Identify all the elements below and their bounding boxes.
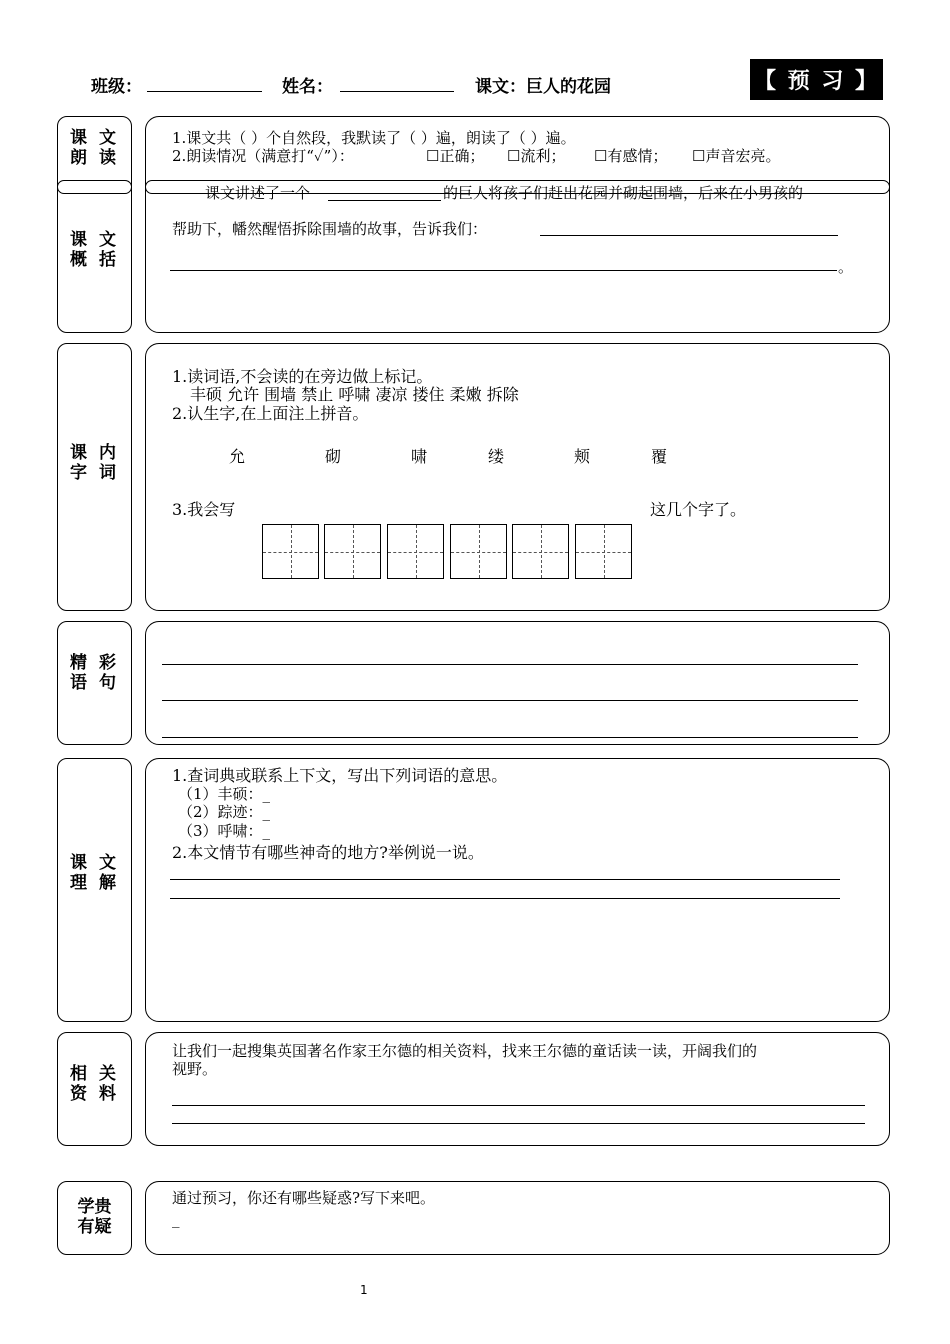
section-label-read: 课 文 朗 读 — [70, 128, 119, 168]
sentence-line[interactable] — [162, 700, 858, 701]
page-number: 1 — [360, 1283, 368, 1297]
words-item3: 3.我会写 — [172, 500, 236, 519]
pinyin-char: 覆 — [651, 447, 668, 466]
pinyin-char: 缕 — [488, 447, 505, 466]
materials-text-line2: 视野。 — [172, 1060, 218, 1078]
read-status-line: 2.朗读情况（满意打“✓”）： — [172, 147, 354, 165]
pinyin-char: 允 — [229, 447, 246, 466]
words-item2: 2.认生字,在上面注上拼音。 — [172, 404, 369, 423]
preview-tag: 【 预 习 】 — [750, 59, 883, 100]
checkbox-correct[interactable]: ☐正确； — [426, 147, 485, 165]
pinyin-char: 颊 — [574, 447, 591, 466]
summary-end-mark: 。 — [838, 258, 854, 276]
understand-sub3: （3）呼啸：_ — [178, 822, 271, 840]
lesson-title: 课文：巨人的花园 — [475, 77, 611, 97]
writing-grid[interactable] — [387, 524, 444, 579]
checkbox-loud[interactable]: ☐声音宏亮。 — [692, 147, 781, 165]
name-field[interactable] — [340, 91, 454, 92]
divider-pill-left — [57, 180, 132, 194]
content-box-sentences — [145, 621, 890, 745]
writing-grid[interactable] — [575, 524, 632, 579]
questions-prompt: 通过预习，你还有哪些疑惑?写下来吧。 — [172, 1189, 436, 1207]
section-label-materials: 相 关 资 料 — [70, 1064, 119, 1104]
summary-blank-3[interactable] — [170, 270, 837, 271]
section-label-questions: 学贵 有疑 — [77, 1197, 112, 1237]
sentence-line[interactable] — [162, 664, 858, 665]
understand-sub1: （1）丰硕：_ — [178, 785, 271, 803]
writing-grid[interactable] — [450, 524, 507, 579]
materials-text-line1: 让我们一起搜集英国著名作家王尔德的相关资料，找来王尔德的童话读一读，开阔我们的 — [172, 1042, 758, 1060]
writing-grid[interactable] — [324, 524, 381, 579]
word-list: 丰硕 允许 围墙 禁止 呼啸 凄凉 搂住 柔嫩 拆除 — [190, 385, 519, 404]
writing-grid[interactable] — [262, 524, 319, 579]
summary-text-line2: 帮助下，幡然醒悟拆除围墙的故事，告诉我们： — [172, 220, 488, 238]
writing-grid[interactable] — [512, 524, 569, 579]
read-count-line: 1.课文共（ ）个自然段，我默读了（ ）遍，朗读了（ ）遍。 — [172, 129, 576, 147]
section-label-words: 课 内 字 词 — [70, 443, 119, 483]
questions-answer[interactable]: _ — [172, 1210, 180, 1228]
materials-line[interactable] — [172, 1123, 865, 1124]
section-label-understand: 课 文 理 解 — [70, 853, 119, 893]
class-field[interactable] — [147, 91, 262, 92]
checkbox-emotion[interactable]: ☐有感情； — [594, 147, 668, 165]
understand-item1: 1.查词典或联系上下文，写出下列词语的意思。 — [172, 766, 508, 785]
summary-blank-1[interactable] — [328, 200, 441, 201]
section-label-sentences: 精 彩 语 句 — [70, 653, 119, 693]
understand-item2: 2.本文情节有哪些神奇的地方?举例说一说。 — [172, 843, 484, 862]
summary-text-cont: 的巨人将孩子们赶出花园并砌起围墙，后来在小男孩的 — [443, 184, 804, 202]
sentence-line[interactable] — [162, 737, 858, 738]
name-label: 姓名： — [282, 77, 333, 97]
answer-line[interactable] — [170, 898, 840, 899]
summary-blank-2[interactable] — [540, 235, 838, 236]
answer-line[interactable] — [170, 879, 840, 880]
words-item1: 1.读词语,不会读的在旁边做上标记。 — [172, 367, 433, 386]
summary-text-start: 课文讲述了一个 — [205, 184, 311, 202]
section-label-summary: 课 文 概 括 — [70, 230, 119, 270]
words-item3-end: 这几个字了。 — [650, 500, 747, 519]
class-label: 班级： — [91, 77, 142, 97]
checkbox-fluent[interactable]: ☐流利； — [507, 147, 566, 165]
materials-line[interactable] — [172, 1105, 865, 1106]
understand-sub2: （2）踪迹：_ — [178, 803, 271, 821]
pinyin-char: 砌 — [325, 447, 342, 466]
pinyin-char: 啸 — [411, 447, 428, 466]
